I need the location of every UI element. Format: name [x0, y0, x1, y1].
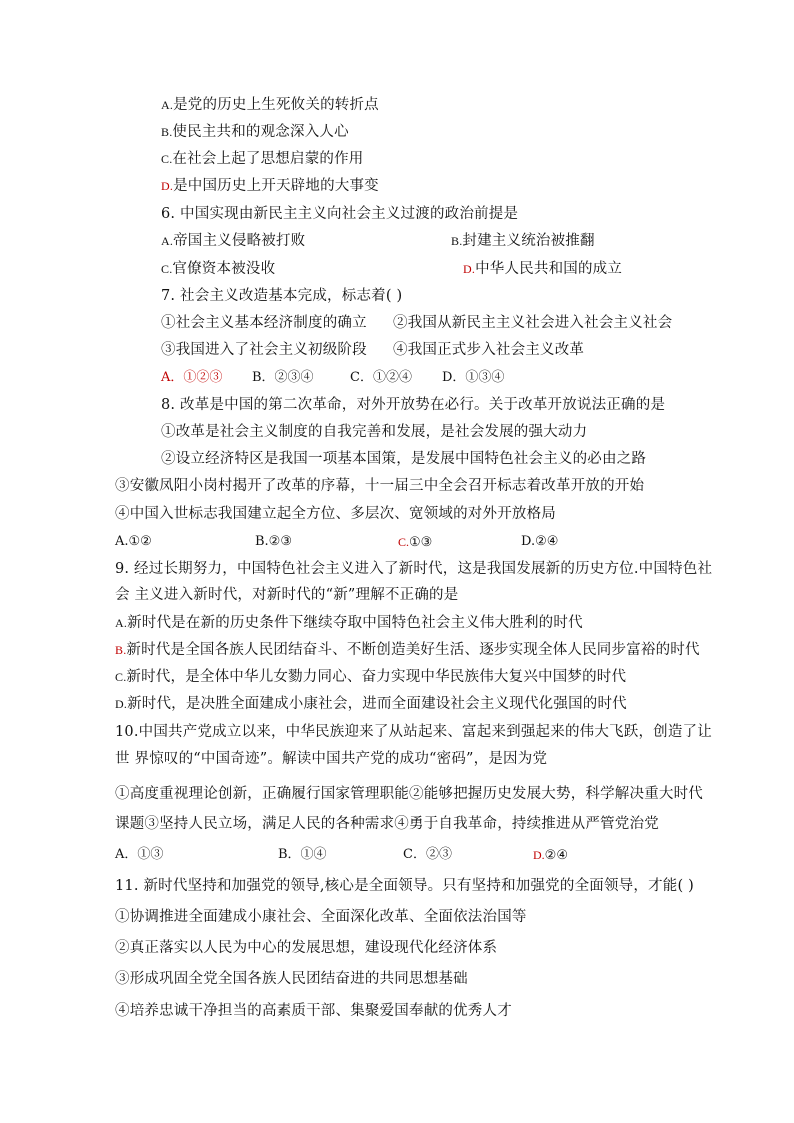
question-9-stem-line-1: 9. 经过长期努力，中国特色社会主义进入了新时代，这是我国发展新的历史方位.中国特色社 — [115, 561, 713, 577]
q11-statement-1: ①协调推进全面建成小康社会、全面深化改革、全面依法治国等 — [115, 909, 527, 925]
q9-option-b: B.新时代是全国各族人民团结奋斗、不断创造美好生活、逐步实现全体人民同步富裕的时代 — [115, 642, 700, 658]
q11-statement-3: ③形成巩固全党全国各族人民团结奋进的共同思想基础 — [115, 971, 468, 987]
q9-option-c: C.新时代，是全体中华儿女勠力同心、奋力实现中华民族伟大复兴中国梦的时代 — [115, 669, 627, 685]
q6-option-c: C.官僚资本被没收 — [161, 261, 276, 277]
question-6-stem: 6. 中国实现由新民主主义向社会主义过渡的政治前提是 — [161, 206, 519, 222]
question-9-stem-line-2: 会 主义进入新时代，对新时代的“新”理解不正确的是 — [115, 587, 459, 603]
q8-option-a: A.①② — [115, 534, 152, 549]
question-7-stem: 7. 社会主义改造基本完成，标志着( ) — [161, 288, 403, 304]
question-11-stem: 11. 新时代坚持和加强党的领导,核心是全面领导。只有坚持和加强党的全面领导，才能( ) — [115, 878, 694, 894]
q7-option-a: A．①②③ — [161, 370, 223, 385]
question-10-stem-line-1: 10.中国共产党成立以来，中华民族迎来了从站起来、富起来到强起来的伟大飞跃，创造了让 — [115, 724, 712, 740]
q8-statement-3: ③安徽凤阳小岗村揭开了改革的序幕，十一届三中全会召开标志着改革开放的开始 — [115, 478, 645, 494]
q11-statement-2: ②真正落实以人民为中心的发展思想，建设现代化经济体系 — [115, 940, 498, 956]
q8-statement-4: ④中国入世标志我国建立起全方位、多层次、宽领域的对外开放格局 — [115, 506, 556, 522]
answer-mark: B. — [115, 643, 127, 657]
q7-option-b: B．②③④ — [252, 370, 314, 385]
q9-option-a: A.新时代是在新的历史条件下继续夺取中国特色社会主义伟大胜利的时代 — [115, 615, 583, 631]
option-d-prev: D.是中国历史上开天辟地的大事变 — [161, 178, 379, 194]
answer-mark: D. — [533, 848, 545, 862]
option-c-prev: C.在社会上起了思想启蒙的作用 — [161, 151, 364, 167]
q7-statement-4: ④我国正式步入社会主义改革 — [393, 342, 585, 358]
q11-statement-4: ④培养忠诚干净担当的高素质干部、集聚爱国奉献的优秀人才 — [115, 1003, 512, 1019]
q7-statement-1: ①社会主义基本经济制度的确立 — [161, 315, 367, 331]
q10-option-c: C．②③ — [403, 847, 452, 862]
q10-option-b: B．①④ — [278, 847, 327, 862]
option-b-prev: B.使民主共和的观念深入人心 — [161, 124, 349, 140]
q10-option-d: D.②④ — [533, 848, 568, 863]
question-8-stem: 8. 改革是中国的第二次革命，对外开放势在必行。关于改革开放说法正确的是 — [161, 397, 666, 413]
answer-mark: C. — [398, 535, 410, 549]
q9-option-d: D.新时代，是决胜全面建成小康社会，进而全面建设社会主义现代化强国的时代 — [115, 696, 627, 712]
q8-option-d: D.②④ — [521, 534, 559, 549]
option-a-prev: A.是党的历史上生死攸关的转折点 — [161, 97, 379, 113]
q6-option-a: A.帝国主义侵略被打败 — [161, 233, 306, 249]
q8-option-c: C.①③ — [398, 535, 433, 550]
q8-option-b: B.②③ — [255, 534, 292, 549]
q10-statements-line-1: ①高度重视理论创新，正确履行国家管理职能②能够把握历史发展大势，科学解决重大时代 — [115, 786, 703, 802]
q10-statements-line-2: 课题③坚持人民立场，满足人民的各种需求④勇于自我革命，持续推进从严管党治党 — [115, 816, 659, 832]
q7-statement-3: ③我国进入了社会主义初级阶段 — [161, 342, 367, 358]
answer-mark: D. — [161, 179, 174, 193]
answer-mark: D. — [463, 262, 476, 276]
q6-option-d: D.中华人民共和国的成立 — [463, 261, 623, 277]
question-10-stem-line-2: 世 界惊叹的“中国奇迹”。解读中国共产党的成功“密码”，是因为党 — [115, 751, 548, 767]
q10-option-a: A．①③ — [115, 847, 164, 862]
q6-option-b: B.封建主义统治被推翻 — [451, 233, 595, 249]
q8-statement-2: ②设立经济特区是我国一项基本国策，是发展中国特色社会主义的必由之路 — [161, 451, 647, 467]
q7-statement-2: ②我国从新民主主义社会进入社会主义社会 — [393, 315, 673, 331]
q7-option-c: C．①②④ — [350, 370, 412, 385]
q8-statement-1: ①改革是社会主义制度的自我完善和发展，是社会发展的强大动力 — [161, 424, 588, 440]
q7-option-d: D．①③④ — [442, 370, 505, 385]
